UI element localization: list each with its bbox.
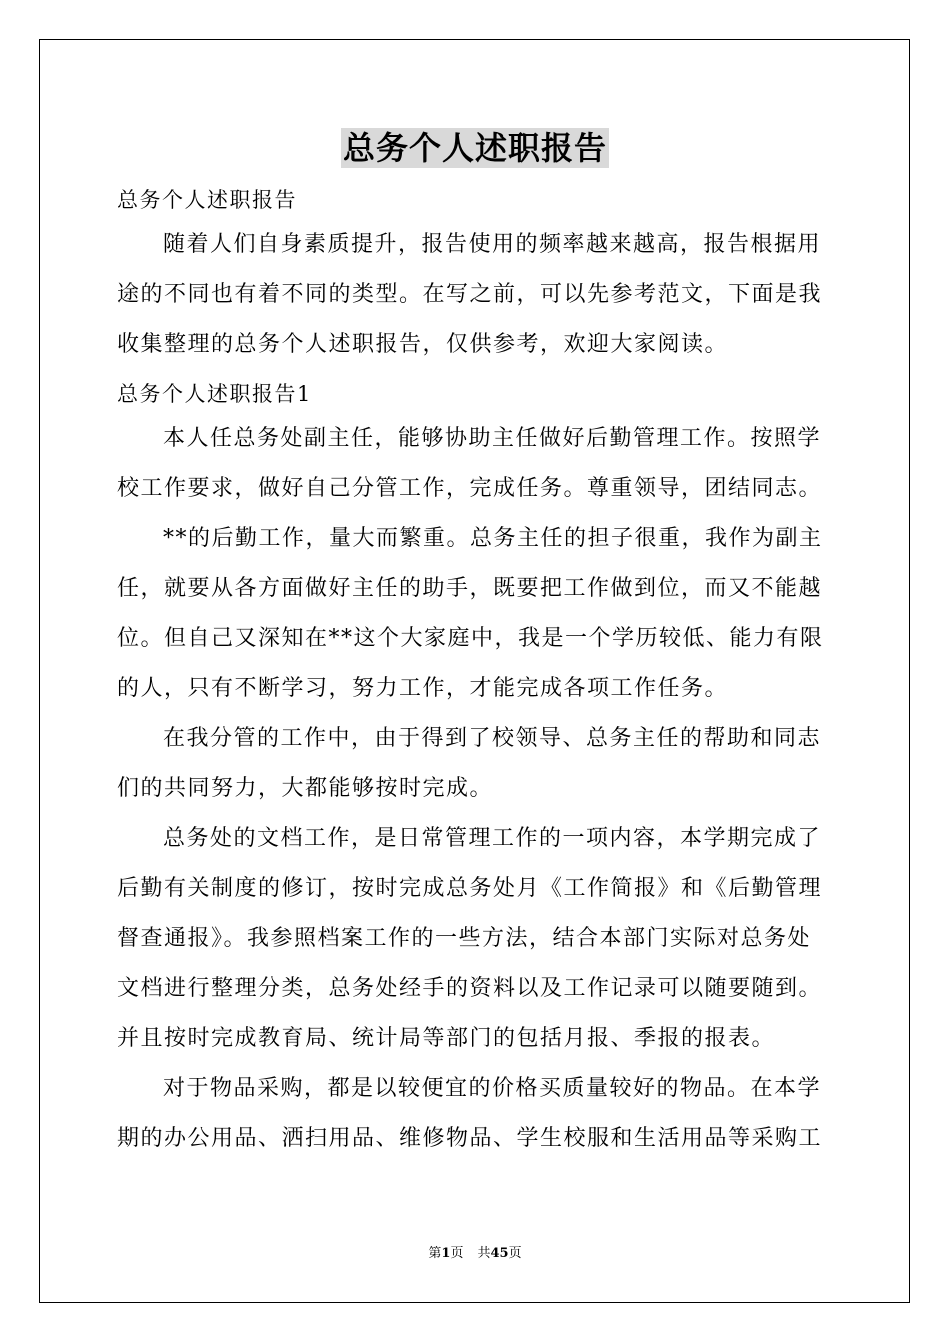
text-line: 对于物品采购，都是以较便宜的价格买质量较好的物品。在本学: [163, 1076, 822, 1101]
title-container: [0, 128, 950, 168]
text-line: 并且按时完成教育局、统计局等部门的包括月报、季报的报表。: [117, 1026, 776, 1051]
text-line: 途的不同也有着不同的类型。在写之前，可以先参考范文，下面是我: [117, 282, 823, 307]
document-body: [117, 178, 833, 1166]
page-footer: [0, 1244, 950, 1264]
text-line: 督查通报》。我参照档案工作的一些方法，结合本部门实际对总务处: [117, 926, 812, 951]
page-number: 1: [441, 1246, 451, 1261]
total-pages: 45: [490, 1246, 509, 1261]
text-line: 总务处的文档工作，是日常管理工作的一项内容，本学期完成了: [163, 826, 822, 851]
text-line: 后勤有关制度的修订，按时完成总务处月《工作简报》和《后勤管理: [117, 876, 823, 901]
section-heading: 总务个人述职报告: [117, 188, 297, 212]
text-line: 文档进行整理分类，总务处经手的资料以及工作记录可以随要随到。: [117, 976, 823, 1001]
text-line: 任，就要从各方面做好主任的助手，既要把工作做到位，而又不能越: [117, 576, 823, 601]
text-line: 在我分管的工作中，由于得到了校领导、总务主任的帮助和同志: [163, 726, 822, 751]
total-label-prefix: 共: [477, 1246, 491, 1261]
page-label-suffix: 页: [450, 1246, 464, 1261]
text-line: 校工作要求，做好自己分管工作，完成任务。尊重领导，团结同志。: [117, 476, 823, 501]
text-line: 本人任总务处副主任，能够协助主任做好后勤管理工作。按照学: [163, 426, 822, 451]
document-title: 总务个人述职报告: [342, 129, 607, 167]
text-line: 们的共同努力，大都能够按时完成。: [117, 776, 494, 801]
text-line: 收集整理的总务个人述职报告，仅供参考，欢迎大家阅读。: [117, 332, 729, 357]
text-line: 随着人们自身素质提升，报告使用的频率越来越高，报告根据用: [163, 232, 822, 257]
section-heading: 总务个人述职报告1: [117, 382, 312, 406]
total-label-suffix: 页: [508, 1246, 522, 1261]
text-line: 的人，只有不断学习，努力工作，才能完成各项工作任务。: [117, 676, 729, 701]
page-label-prefix: 第: [428, 1246, 442, 1261]
text-line: 期的办公用品、洒扫用品、维修物品、学生校服和生活用品等采购工: [117, 1126, 823, 1151]
text-line: 位。但自己又深知在**这个大家庭中，我是一个学历较低、能力有限: [117, 626, 824, 651]
text-line: **的后勤工作，量大而繁重。总务主任的担子很重，我作为副主: [163, 526, 823, 551]
